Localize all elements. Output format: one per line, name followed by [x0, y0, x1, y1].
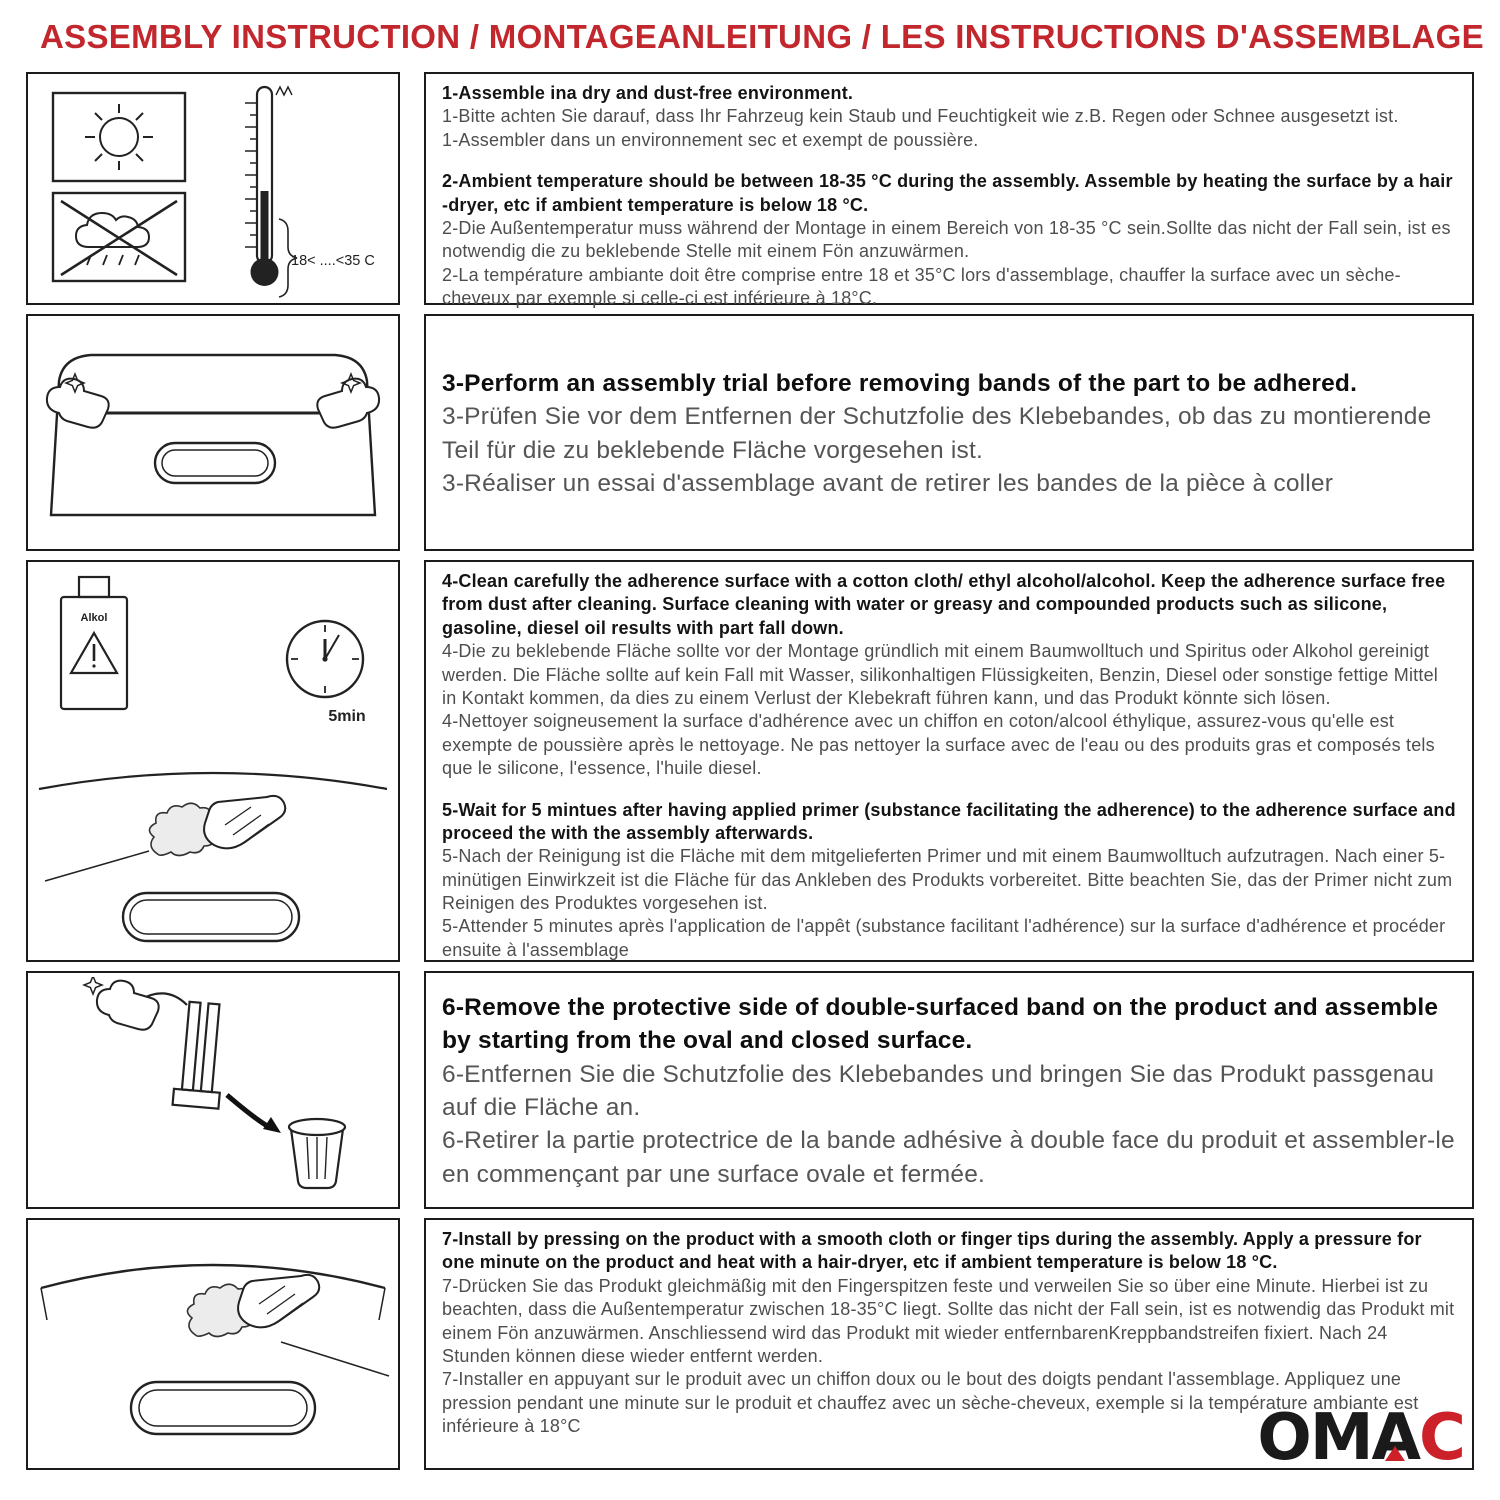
figure-assembly-trial — [26, 314, 400, 551]
sun-icon — [85, 104, 153, 170]
thermometer-icon — [245, 87, 292, 286]
wiping-hand-illustration — [39, 773, 387, 941]
hand-icon — [84, 977, 159, 1030]
step2-de: 2-Die Außentemperatur muss während der Montage in einem Bereich von 18-35 °C sein.Sollte das nicht der Fall sein, ist es notwendig die zu beklebende Stelle mit einem Fön anzuwärmen. — [442, 217, 1451, 262]
figure-press-product — [26, 1218, 400, 1470]
alcohol-bottle-icon — [61, 577, 127, 709]
step5-fr: 5-Attender 5 minutes après l'application de l'appêt (substance facilitant l'adhérence) sur la surface d'adhérence et procéder ensuite à l'assemblage — [442, 916, 1446, 960]
instruction-row-1 — [26, 72, 1474, 309]
figure-remove-protective-band — [26, 971, 400, 1209]
instruction-row-4 — [26, 971, 1474, 1209]
step4-de: 4-Die zu beklebende Fläche sollte vor der Montage gründlich mit einem Baumwolltuch und Spiritus oder Alkohol gereinigt werden. Die Fläche sollte auf kein Fall mit Wasser, silikonhaltigen Flüssigkeiten, Benzin, Diesel oder sonstige fettige Mittel in Kontakt kommen, da dies zu einem Verlust der Klebekraft führen kann, und das Produkt könnte sich lösen. — [442, 641, 1438, 708]
step2-fr: 2-La température ambiante doit être comprise entre 18 et 35°C lors d'assemblage, chauffer la surface avec un sèche-cheveux par exemple si celle-ci est inférieure à 18°C. — [442, 264, 1401, 309]
step5-en: 5-Wait for 5 mintues after having applied primer (substance facilitating the adherence) to the adherence surface and proceed the with the assembly afterwards. — [442, 799, 1456, 843]
clock-label: 5min — [328, 708, 366, 725]
step3-fr: 3-Réaliser un essai d'assemblage avant de retirer les bandes de la pièce à coller — [442, 469, 1334, 497]
instruction-text-block-5 — [424, 1218, 1474, 1475]
step6-en: 6-Remove the protective side of double-surfaced band on the product and assemble by starting from the oval and closed surface. — [442, 994, 1439, 1055]
logo-red-triangle — [1385, 1446, 1405, 1461]
step1-en: 1-Assemble ina dry and dust-free environment. — [442, 83, 854, 103]
step7-de: 7-Drücken Sie das Produkt gleichmäßig mit den Fingerspitzen feste und verweilen Sie so über eine Minute. Hierbei ist zu beachten, dass die Außentemperatur zwischen 18-35°C liegt. Sollte das nicht der Fall sein, ist es notwendig das Produkt mit einem Fön anzuwärmen. Anschliessend wird das Produkt mit wieder entfernbarenKreppbandstreifen fixiert. Nach 24 Stunden können diese wieder entfernt werden. — [442, 1275, 1455, 1366]
step1-fr: 1-Assembler dans un environnement sec et exempt de poussière. — [442, 129, 979, 150]
peel-band-illustration — [29, 977, 397, 1204]
instruction-row-2 — [26, 314, 1474, 551]
step7-en: 7-Install by pressing on the product with a smooth cloth or finger tips during the assembly. Apply a pressure for one minute on the product and heat with a hair-dryer, etc if ambient temperature is below 18 °C. — [442, 1229, 1422, 1273]
page-title: ASSEMBLY INSTRUCTION / MONTAGEANLEITUNG / LES INSTRUCTIONS D'ASSEMBLAGE — [40, 18, 1484, 55]
no-rain-icon — [61, 201, 177, 275]
temperature-range-label: 18< ....<35 C — [291, 253, 375, 269]
step4-fr: 4-Nettoyer soigneusement la surface d'adhérence avec un chiffon en coton/alcool éthylique, assurez-vous qu'elle est exempte de poussière après le nettoyage. Ne pas nettoyer la surface avec de l'eau ou des produits gras et composés tels que le silicone, l'essence, l'huile diesel. — [442, 711, 1435, 779]
step3-en: 3-Perform an assembly trial before removing bands of the part to be adhered. — [442, 369, 1358, 397]
instruction-row-5 — [26, 1218, 1474, 1475]
step6-de: 6-Entfernen Sie die Schutzfolie des Klebebandes und bringen Sie das Produkt passgenau auf die Fläche an. — [442, 1060, 1435, 1121]
instruction-text-block-2 — [424, 314, 1474, 551]
bottle-label: Alkol — [80, 612, 108, 624]
logo-text-black: OM — [1257, 1401, 1372, 1475]
arrow-icon — [227, 1095, 281, 1133]
logo-text-red: C — [1419, 1401, 1464, 1475]
clock-icon — [287, 621, 363, 697]
figure-environment-conditions — [26, 72, 400, 305]
assembly-trial-illustration — [29, 319, 397, 546]
hand-icon — [204, 796, 285, 849]
clean-surface-illustration — [29, 563, 397, 959]
hand-icon — [238, 1274, 319, 1327]
trash-can-icon — [289, 1119, 345, 1188]
step2-en: 2-Ambient temperature should be between 18-35 °C during the assembly. Assemble by heating the surface by a hair -dryer, etc if ambient temperature is below 18 °C. — [442, 171, 1453, 215]
instruction-text-block-4 — [424, 971, 1474, 1209]
pressing-hand-illustration — [29, 1224, 397, 1465]
instruction-text-block-1 — [424, 72, 1474, 309]
step3-de: 3-Prüfen Sie vor dem Entfernen der Schutzfolie des Klebebandes, ob das zu montierende Teil für die zu beklebende Fläche vorgesehen ist. — [442, 403, 1432, 464]
environment-illustration — [29, 75, 397, 302]
instruction-text-block-3 — [424, 560, 1474, 962]
step1-de: 1-Bitte achten Sie darauf, dass Ihr Fahrzeug kein Staub und Feuchtigkeit wie z.B. Regen oder Schnee ausgesetzt ist. — [442, 106, 1399, 127]
step5-de: 5-Nach der Reinigung ist die Fläche mit dem mitgelieferten Primer und mit einem Baumwolltuch aufzutragen. Nach einer 5-minütigen Einwirkzeit ist die Fläche für das Ankleben des Produkts vorbereitet. Bitte beachten Sie, das der Primer nicht zum Reinigen des Produktes vorgesehen ist. — [442, 846, 1453, 914]
step6-fr: 6-Retirer la partie protectrice de la bande adhésive à double face du produit et assembler-le en commençant par une surface ovale et fermée. — [442, 1127, 1455, 1188]
instruction-row-3 — [26, 560, 1474, 962]
step7-fr: 7-Installer en appuyant sur le produit avec un chiffon doux ou le bout des doigts pendant l'assemblage. Appliquez une pression pendant une minute sur le produit et chauffez avec un sèche-cheveux, exemple si la température ambiante est inférieure à 18°C — [442, 1369, 1419, 1437]
omac-logo — [1257, 1401, 1464, 1475]
figure-clean-surface — [26, 560, 400, 962]
logo-letter-a: A — [1371, 1401, 1420, 1475]
step4-en: 4-Clean carefully the adherence surface with a cotton cloth/ ethyl alcohol/alcohol. Keep the adherence surface free from dust after cleaning. Surface cleaning with water or greasy and compounded products such as silicone, gasoline, diesel oil results with part fall down. — [442, 571, 1446, 638]
